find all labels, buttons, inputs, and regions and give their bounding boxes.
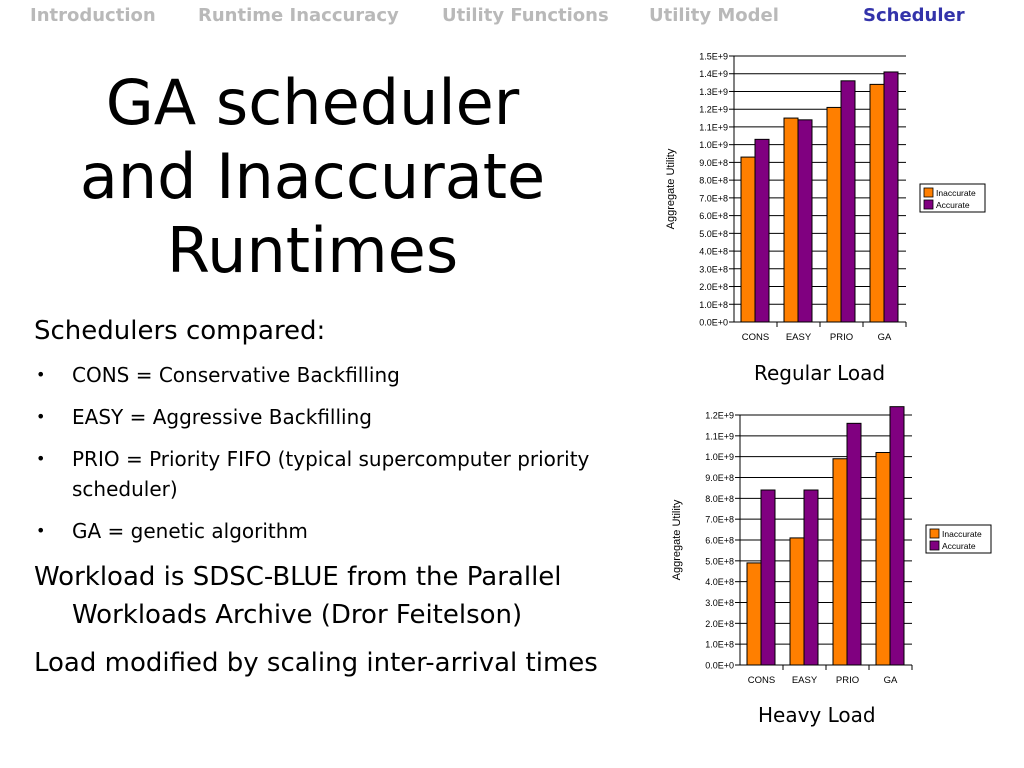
bullet-dot-icon: • — [36, 407, 46, 426]
x-tick-label: GA — [883, 675, 898, 686]
legend-swatch — [930, 541, 939, 550]
y-tick-label: 1.4E+9 — [699, 69, 728, 80]
y-tick-label: 4.0E+8 — [705, 577, 734, 588]
y-tick-label: 4.0E+8 — [699, 246, 728, 257]
legend-swatch — [930, 529, 939, 538]
bar-accurate — [884, 72, 898, 322]
bar-inaccurate — [784, 118, 798, 322]
y-tick-label: 5.0E+8 — [699, 228, 728, 239]
y-tick-label: 3.0E+8 — [705, 598, 734, 608]
bar-inaccurate — [870, 84, 884, 322]
list-item — [34, 444, 614, 504]
y-axis-label: Aggregate Utility — [671, 499, 683, 581]
bar-accurate — [804, 490, 818, 665]
heavy-load-chart-svg — [652, 385, 992, 695]
y-tick-label: 1.2E+9 — [705, 410, 734, 421]
x-tick-label: EASY — [785, 332, 812, 343]
list-item — [34, 360, 614, 390]
x-tick-label: GA — [877, 332, 892, 343]
y-tick-label: 1.1E+9 — [699, 122, 728, 133]
section-nav — [0, 0, 1024, 34]
bar-inaccurate — [741, 157, 755, 322]
bullet-dot-icon: • — [36, 521, 46, 540]
y-tick-label: 2.0E+8 — [705, 618, 734, 629]
y-tick-label: 2.0E+8 — [699, 282, 728, 293]
heavy-load-caption: Heavy Load — [758, 703, 876, 727]
y-tick-label: 5.0E+8 — [705, 556, 734, 567]
x-tick-label: EASY — [791, 675, 818, 686]
bullet-list — [34, 312, 614, 692]
legend-swatch — [924, 188, 933, 197]
nav-item-scheduler[interactable]: Scheduler — [863, 5, 965, 26]
title-line: and Inaccurate — [79, 140, 546, 213]
y-tick-label: 9.0E+8 — [699, 157, 728, 168]
legend-label: Inaccurate — [942, 529, 982, 539]
y-tick-label: 9.0E+8 — [705, 473, 734, 483]
bullet-load: Load modified by scaling inter-arrival times — [34, 648, 598, 678]
y-tick-label: 1.1E+9 — [705, 431, 734, 442]
bar-accurate — [798, 120, 812, 322]
list-item-text: PRIO = Priority FIFO (typical supercomputer priority scheduler) — [72, 447, 590, 501]
y-tick-label: 1.2E+9 — [699, 104, 728, 115]
y-tick-label: 7.0E+8 — [699, 193, 728, 204]
y-tick-label: 3.0E+8 — [699, 264, 728, 275]
nav-item-introduction[interactable]: Introduction — [30, 5, 156, 26]
bar-accurate — [847, 423, 861, 665]
nav-item-utility-model[interactable]: Utility Model — [649, 5, 779, 26]
legend-label: Accurate — [942, 541, 976, 551]
x-tick-label: CONS — [747, 675, 776, 686]
bullet-dot-icon: • — [36, 449, 46, 468]
y-tick-label: 1.0E+8 — [705, 639, 734, 650]
bar-accurate — [761, 490, 775, 665]
legend-label: Accurate — [936, 200, 970, 210]
legend-swatch — [924, 200, 933, 209]
nav-item-utility-functions[interactable]: Utility Functions — [442, 5, 609, 26]
x-tick-label: CONS — [741, 332, 770, 343]
y-tick-label: 0.0E+0 — [699, 317, 728, 328]
bullet-workload: Workload is SDSC-BLUE from the Parallel Workloads Archive (Dror Feitelson) — [34, 562, 562, 630]
y-tick-label: 1.5E+9 — [699, 51, 728, 62]
y-tick-label: 6.0E+8 — [699, 211, 728, 222]
regular-load-chart-svg — [652, 42, 992, 352]
y-tick-label: 0.0E+0 — [705, 660, 734, 671]
nav-item-runtime-inaccuracy[interactable]: Runtime Inaccuracy — [198, 5, 399, 26]
bar-accurate — [841, 81, 855, 322]
list-item-text: EASY = Aggressive Backfilling — [72, 405, 372, 429]
list-item-text: GA = genetic algorithm — [72, 519, 308, 543]
y-tick-label: 1.0E+9 — [705, 452, 734, 463]
x-tick-label: PRIO — [835, 675, 860, 686]
bar-accurate — [755, 139, 769, 322]
regular-load-chart — [652, 42, 992, 352]
x-tick-label: PRIO — [829, 332, 854, 343]
bar-inaccurate — [747, 563, 761, 665]
y-tick-label: 8.0E+8 — [705, 493, 734, 504]
y-axis-label: Aggregate Utility — [665, 148, 677, 230]
regular-load-caption: Regular Load — [754, 361, 886, 385]
list-item-text: CONS = Conservative Backfilling — [72, 363, 400, 387]
bar-inaccurate — [827, 107, 841, 322]
y-tick-label: 1.0E+8 — [699, 299, 728, 310]
y-tick-label: 7.0E+8 — [705, 514, 734, 525]
bullet-dot-icon: • — [36, 365, 46, 384]
heavy-load-chart — [652, 385, 992, 695]
bar-accurate — [890, 407, 904, 665]
list-item — [34, 402, 614, 432]
bar-inaccurate — [790, 538, 804, 665]
list-item — [34, 516, 614, 546]
y-tick-label: 1.0E+9 — [699, 140, 728, 151]
y-tick-label: 1.3E+9 — [699, 86, 728, 97]
y-tick-label: 6.0E+8 — [705, 535, 734, 546]
bar-inaccurate — [876, 453, 890, 666]
title-line: Runtimes — [166, 214, 459, 287]
slide-title — [40, 66, 585, 288]
bullet-heading: Schedulers compared: — [34, 316, 326, 346]
bar-inaccurate — [833, 459, 847, 665]
legend-label: Inaccurate — [936, 188, 976, 198]
title-line: GA scheduler — [105, 66, 520, 139]
y-tick-label: 8.0E+8 — [699, 175, 728, 186]
